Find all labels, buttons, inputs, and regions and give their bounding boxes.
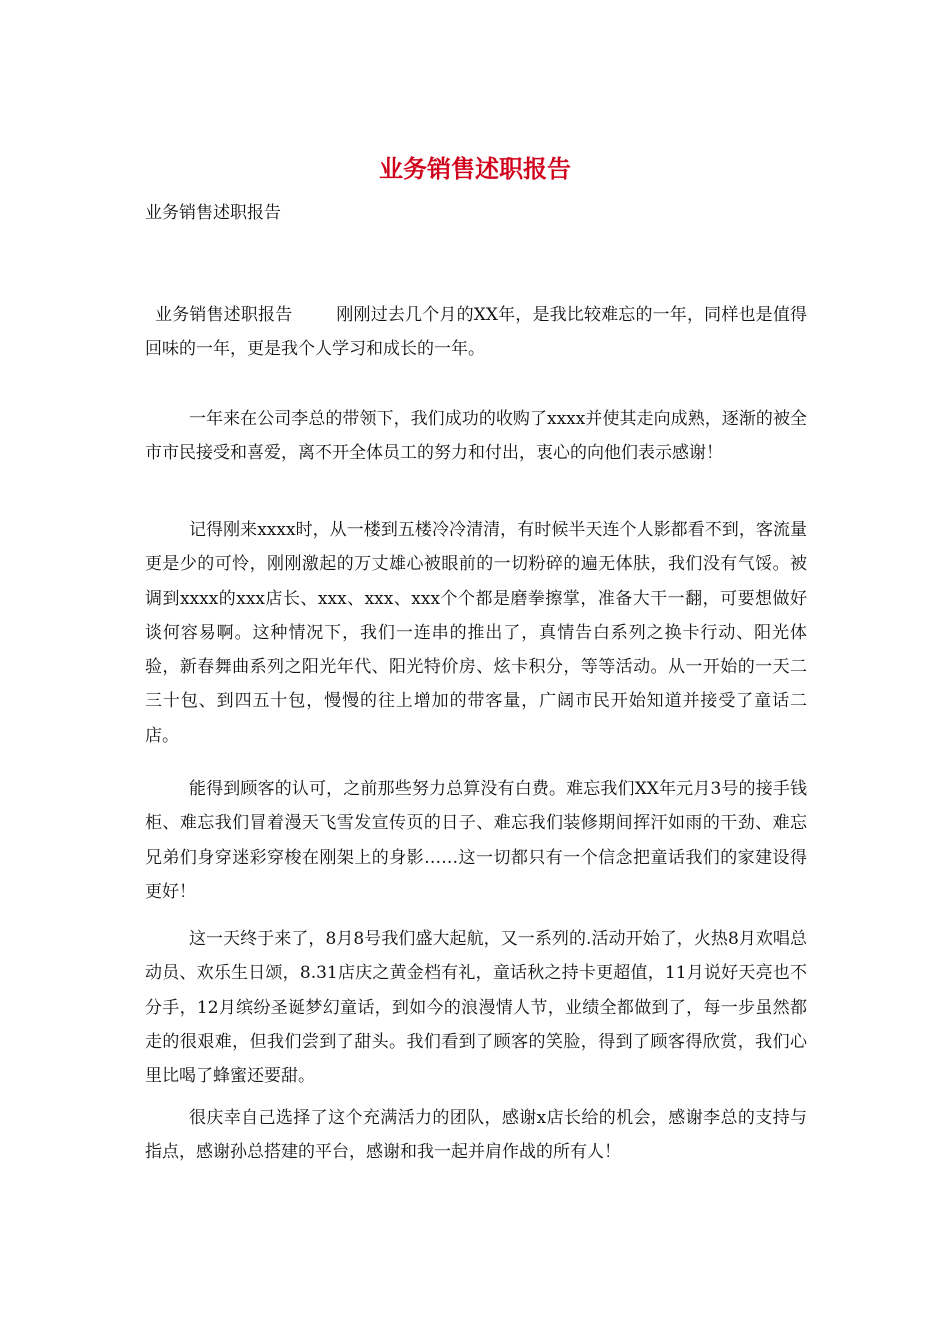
document-title: 业务销售述职报告 — [379, 154, 571, 183]
document-subtitle: 业务销售述职报告 — [145, 203, 281, 223]
body-paragraph-2: 记得刚来xxxx时，从一楼到五楼冷冷清清，有时候半天连个人影都看不到，客流量更是少的可怜，刚刚激起的万丈雄心被眼前的一切粉碎的遍无体肤，我们没有气馁。被调到xxxx的xxx店长、xxx、xxx、xxx个个都是磨拳擦掌，准备大干一翻，可要想做好谈何容易啊。这种情况下，我们一连串的推出了，真情告白系列之换卡行动、阳光体验，新春舞曲系列之阳光年代、阳光特价房、炫卡积分，等等活动。从一开始的一天二三十包、到四五十包，慢慢的往上增加的带客量，广阔市民开始知道并接受了童话二店。 — [145, 520, 807, 746]
body-paragraph-5: 很庆幸自己选择了这个充满活力的团队，感谢x店长给的机会，感谢李总的支持与指点，感谢孙总搭建的平台，感谢和我一起并肩作战的所有人！ — [145, 1108, 807, 1163]
intro-text: 刚刚过去几个月的XX年，是我比较难忘的一年，同样也是值得回味的一年，更是我个人学习和成长的一年。 — [145, 305, 807, 360]
body-paragraph-4: 这一天终于来了，8月8号我们盛大起航，又一系列的.活动开始了，火热8月欢唱总动员、欢乐生日颂，8.31店庆之黄金档有礼，童话秋之持卡更超值，11月说好天亮也不分手，12月缤纷圣诞梦幻童话，到如今的浪漫情人节，业绩全都做到了，每一步虽然都走的很艰难，但我们尝到了甜头。我们看到了顾客的笑脸，得到了顾客得欣赏，我们心里比喝了蜂蜜还要甜。 — [145, 929, 807, 1087]
body-paragraph-3: 能得到顾客的认可，之前那些努力总算没有白费。难忘我们XX年元月3号的接手钱柜、难忘我们冒着漫天飞雪发宣传页的日子、难忘我们装修期间挥汗如雨的干劲、难忘兄弟们身穿迷彩穿梭在刚架上的身影……这一切都只有一个信念把童话我们的家建设得更好！ — [145, 779, 807, 902]
body-paragraph-1: 一年来在公司李总的带领下，我们成功的收购了xxxx并使其走向成熟，逐渐的被全市市民接受和喜爱，离不开全体员工的努力和付出，衷心的向他们表示感谢！ — [145, 409, 807, 464]
intro-heading: 业务销售述职报告 — [155, 305, 293, 325]
intro-paragraph — [145, 298, 807, 367]
